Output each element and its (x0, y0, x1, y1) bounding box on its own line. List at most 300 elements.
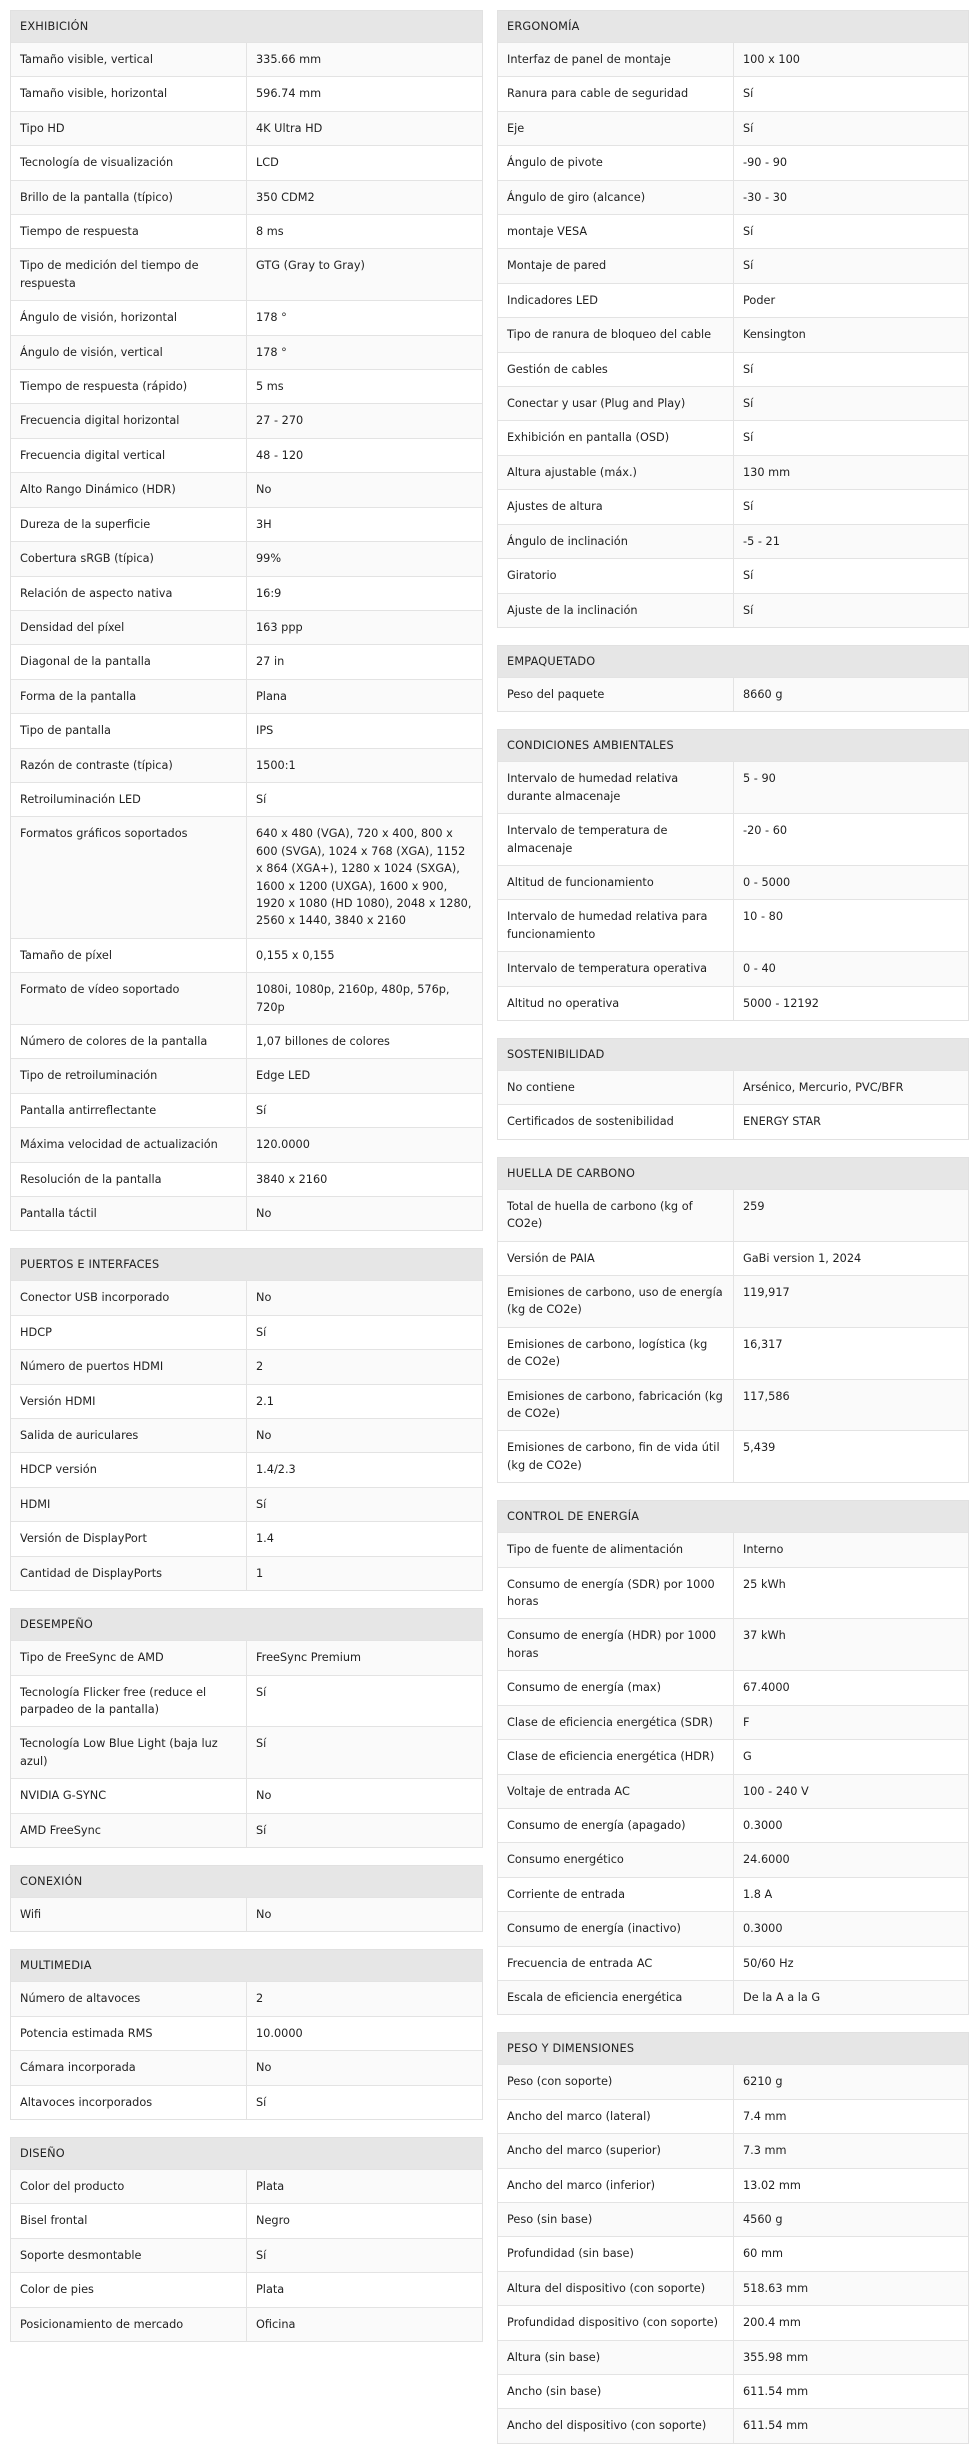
spec-label: Consumo de energía (max) (498, 1671, 734, 1704)
spec-value: Sí (256, 1823, 267, 1837)
section-title: HUELLA DE CARBONO (498, 1158, 968, 1189)
spec-label: Ancho del marco (superior) (498, 2134, 734, 2167)
spec-label: Altura (sin base) (498, 2341, 734, 2374)
spec-label: Pantalla antirreflectante (11, 1094, 247, 1127)
spec-label: Número de altavoces (11, 1982, 247, 2015)
spec-row (11, 1675, 482, 1727)
spec-row (11, 644, 482, 678)
spec-row (498, 677, 968, 711)
spec-label: Intervalo de temperatura de almacenaje (498, 814, 734, 865)
spec-row (498, 2305, 968, 2339)
spec-row (11, 2203, 482, 2237)
spec-value: No (256, 1907, 272, 1921)
spec-row (11, 248, 482, 300)
spec-row (11, 610, 482, 644)
spec-label: Emisiones de carbono, fabricación (kg de CO2e) (498, 1380, 734, 1431)
spec-row (498, 1567, 968, 1619)
spec-row (11, 1726, 482, 1778)
spec-value: G (743, 1750, 752, 1764)
spec-value: 611.54 mm (743, 2419, 809, 2433)
spec-value: Sí (743, 121, 754, 135)
spec-label: Color de pies (11, 2273, 247, 2306)
left-column (10, 10, 483, 2359)
spec-value: 117,586 (743, 1389, 790, 1403)
spec-section-empaquetado (497, 645, 969, 712)
spec-row (498, 76, 968, 110)
spec-value: 4K Ultra HD (256, 121, 323, 135)
spec-label: Frecuencia digital horizontal (11, 404, 247, 437)
spec-value: Sí (256, 2095, 267, 2109)
spec-row (498, 1189, 968, 1241)
spec-value: -30 - 30 (743, 190, 788, 204)
spec-value: 99% (256, 552, 282, 566)
spec-value: Sí (743, 500, 754, 514)
spec-value: Oficina (256, 2317, 296, 2331)
spec-value: 1080i, 1080p, 2160p, 480p, 576p, 720p (256, 983, 450, 1014)
spec-row (498, 489, 968, 523)
spec-label: Versión de PAIA (498, 1242, 734, 1275)
spec-value: 259 (743, 1199, 765, 1213)
spec-label: Ancho (sin base) (498, 2375, 734, 2408)
spec-row (11, 2307, 482, 2341)
spec-label: Soporte desmontable (11, 2239, 247, 2272)
spec-label: Peso (con soporte) (498, 2065, 734, 2098)
spec-value: Kensington (743, 328, 806, 342)
spec-row (498, 1980, 968, 2014)
spec-section-sostenibilidad (497, 1038, 969, 1140)
spec-label: AMD FreeSync (11, 1814, 247, 1847)
spec-value: Sí (256, 1497, 267, 1511)
spec-section-control-de-energia (497, 1500, 969, 2015)
spec-label: Densidad del píxel (11, 611, 247, 644)
spec-row (498, 1104, 968, 1138)
spec-value: No (256, 1207, 272, 1221)
spec-value: 48 - 120 (256, 448, 304, 462)
spec-value: Sí (743, 259, 754, 273)
spec-value: 350 CDM2 (256, 190, 315, 204)
spec-value: 24.6000 (743, 1853, 790, 1867)
spec-section-exhibicion (10, 10, 483, 1231)
section-rows (11, 42, 482, 1230)
spec-row (498, 899, 968, 951)
section-rows (498, 2064, 968, 2442)
section-title: EXHIBICIÓN (11, 11, 482, 42)
spec-value: Sí (743, 225, 754, 239)
spec-label: Formato de vídeo soportado (11, 973, 247, 1024)
spec-value: 130 mm (743, 465, 791, 479)
spec-row (498, 1911, 968, 1945)
spec-row (498, 1379, 968, 1431)
spec-label: Montaje de pared (498, 249, 734, 282)
spec-row (11, 816, 482, 937)
spec-value: Plata (256, 2283, 285, 2297)
spec-row (11, 145, 482, 179)
spec-value: 37 kWh (743, 1629, 786, 1643)
spec-row (11, 507, 482, 541)
spec-row (498, 1532, 968, 1566)
spec-label: Ancho del dispositivo (con soporte) (498, 2409, 734, 2442)
spec-row (11, 438, 482, 472)
spec-label: Ancho del marco (lateral) (498, 2100, 734, 2133)
spec-value: 178 ° (256, 311, 287, 325)
spec-value: 1500:1 (256, 758, 296, 772)
spec-label: Color del producto (11, 2170, 247, 2203)
spec-row (498, 1241, 968, 1275)
spec-section-peso-y-dimensiones (497, 2032, 969, 2443)
spec-value: 0.3000 (743, 1818, 783, 1832)
spec-label: Dureza de la superficie (11, 508, 247, 541)
spec-value: 355.98 mm (743, 2350, 809, 2364)
spec-value: 6210 g (743, 2075, 783, 2089)
spec-row (498, 524, 968, 558)
spec-row (498, 2168, 968, 2202)
spec-label: Tecnología de visualización (11, 146, 247, 179)
spec-label: Salida de auriculares (11, 1419, 247, 1452)
spec-label: Clase de eficiencia energética (HDR) (498, 1740, 734, 1773)
spec-value: No (256, 1789, 272, 1803)
spec-row (498, 248, 968, 282)
spec-label: HDMI (11, 1488, 247, 1521)
spec-value: 1.8 A (743, 1887, 773, 1901)
spec-value: De la A a la G (743, 1990, 821, 2004)
spec-value: 8 ms (256, 225, 284, 239)
spec-value: -5 - 21 (743, 534, 780, 548)
spec-value: 1.4/2.3 (256, 1463, 296, 1477)
section-title: CONEXIÓN (11, 1866, 482, 1897)
spec-label: NVIDIA G-SYNC (11, 1779, 247, 1812)
right-column (497, 10, 969, 2461)
spec-row (11, 1196, 482, 1230)
spec-value: GTG (Gray to Gray) (256, 259, 365, 273)
spec-value: 10.0000 (256, 2026, 303, 2040)
spec-row (498, 2202, 968, 2236)
spec-value: Arsénico, Mercurio, PVC/BFR (743, 1080, 904, 1094)
spec-value: 0 - 40 (743, 962, 776, 976)
spec-row (11, 1315, 482, 1349)
spec-label: Wifi (11, 1898, 247, 1931)
spec-value: 518.63 mm (743, 2281, 809, 2295)
spec-label: Pantalla táctil (11, 1197, 247, 1230)
spec-value: -20 - 60 (743, 824, 788, 838)
spec-row (498, 865, 968, 899)
section-title: DESEMPEÑO (11, 1609, 482, 1640)
spec-row (498, 283, 968, 317)
spec-label: Versión HDMI (11, 1385, 247, 1418)
spec-value: 3H (256, 517, 272, 531)
spec-row (498, 1774, 968, 1808)
spec-row (11, 1349, 482, 1383)
section-rows (498, 1532, 968, 2014)
spec-label: Forma de la pantalla (11, 680, 247, 713)
section-rows (498, 1070, 968, 1139)
spec-row (498, 2099, 968, 2133)
spec-value: 8660 g (743, 687, 783, 701)
spec-row (11, 1813, 482, 1847)
spec-row (498, 1946, 968, 1980)
spec-value: 2.1 (256, 1394, 274, 1408)
spec-value: Sí (743, 362, 754, 376)
spec-label: Razón de contraste (típica) (11, 749, 247, 782)
spec-label: Tipo de ranura de bloqueo del cable (498, 318, 734, 351)
spec-row (498, 813, 968, 865)
spec-value: 100 - 240 V (743, 1784, 809, 1798)
spec-label: Emisiones de carbono, logística (kg de CO2e) (498, 1328, 734, 1379)
spec-label: Ranura para cable de seguridad (498, 77, 734, 110)
spec-row (498, 1327, 968, 1379)
section-rows (498, 761, 968, 1020)
spec-label: Tiempo de respuesta (rápido) (11, 370, 247, 403)
spec-value: 120.0000 (256, 1138, 310, 1152)
section-title: MULTIMEDIA (11, 1950, 482, 1981)
spec-value: ENERGY STAR (743, 1115, 822, 1129)
spec-value: 27 - 270 (256, 414, 304, 428)
section-title: DISEÑO (11, 2138, 482, 2169)
spec-value: 50/60 Hz (743, 1956, 794, 1970)
spec-value: 60 mm (743, 2247, 783, 2261)
spec-label: HDCP (11, 1316, 247, 1349)
spec-label: Frecuencia de entrada AC (498, 1947, 734, 1980)
spec-row (11, 180, 482, 214)
spec-row (498, 761, 968, 813)
spec-label: Ángulo de giro (alcance) (498, 181, 734, 214)
spec-value: 2 (256, 1992, 264, 2006)
spec-row (498, 1705, 968, 1739)
spec-value: 7.3 mm (743, 2144, 787, 2158)
spec-row (498, 352, 968, 386)
spec-row (498, 317, 968, 351)
spec-label: Ancho del marco (inferior) (498, 2169, 734, 2202)
spec-value: 2 (256, 1360, 264, 1374)
spec-label: Tipo de retroiluminación (11, 1059, 247, 1092)
spec-value: Sí (256, 1685, 267, 1699)
spec-label: Indicadores LED (498, 284, 734, 317)
spec-label: Corriente de entrada (498, 1878, 734, 1911)
spec-row (498, 420, 968, 454)
spec-label: No contiene (498, 1071, 734, 1104)
spec-label: Conector USB incorporado (11, 1281, 247, 1314)
spec-value: Sí (256, 1325, 267, 1339)
spec-value: Plana (256, 689, 287, 703)
spec-row (11, 1981, 482, 2015)
spec-label: Versión de DisplayPort (11, 1522, 247, 1555)
spec-row (11, 748, 482, 782)
spec-row (11, 1521, 482, 1555)
section-title: PUERTOS E INTERFACES (11, 1249, 482, 1280)
spec-label: Tipo de FreeSync de AMD (11, 1641, 247, 1674)
spec-row (11, 335, 482, 369)
spec-value: Sí (743, 569, 754, 583)
spec-row (498, 2236, 968, 2270)
spec-row (498, 986, 968, 1020)
spec-label: Brillo de la pantalla (típico) (11, 181, 247, 214)
spec-section-huella-de-carbono (497, 1157, 969, 1483)
spec-row (11, 42, 482, 76)
spec-value: LCD (256, 156, 279, 170)
spec-value: No (256, 1291, 272, 1305)
spec-value: FreeSync Premium (256, 1651, 362, 1665)
spec-label: Exhibición en pantalla (OSD) (498, 421, 734, 454)
spec-label: Tipo de pantalla (11, 714, 247, 747)
spec-value: -90 - 90 (743, 156, 788, 170)
spec-label: Formatos gráficos soportados (11, 817, 247, 937)
spec-row (11, 576, 482, 610)
spec-row (498, 1808, 968, 1842)
spec-value: GaBi version 1, 2024 (743, 1251, 862, 1265)
spec-value: 67.4000 (743, 1681, 790, 1695)
spec-label: Número de colores de la pantalla (11, 1025, 247, 1058)
spec-row (498, 1842, 968, 1876)
spec-row (11, 1127, 482, 1161)
section-title: PESO Y DIMENSIONES (498, 2033, 968, 2064)
spec-label: Retroiluminación LED (11, 783, 247, 816)
spec-row (498, 455, 968, 489)
spec-label: Altavoces incorporados (11, 2086, 247, 2119)
spec-value: Sí (256, 2248, 267, 2262)
spec-row (11, 2085, 482, 2119)
spec-label: Consumo de energía (inactivo) (498, 1912, 734, 1945)
spec-row (11, 972, 482, 1024)
spec-label: Consumo de energía (HDR) por 1000 horas (498, 1619, 734, 1670)
section-rows (11, 1981, 482, 2119)
spec-value: 1,07 billones de colores (256, 1035, 390, 1048)
spec-row (498, 2064, 968, 2098)
spec-row (11, 214, 482, 248)
spec-label: Ángulo de pivote (498, 146, 734, 179)
spec-row (498, 951, 968, 985)
section-rows (498, 1189, 968, 1482)
spec-row (11, 1640, 482, 1674)
spec-value: Sí (743, 397, 754, 411)
spec-value: 611.54 mm (743, 2385, 809, 2398)
spec-label: Profundidad (sin base) (498, 2237, 734, 2270)
spec-value: 0.3000 (743, 1922, 783, 1936)
spec-section-puertos-e-interfaces (10, 1248, 483, 1591)
spec-section-desempeno (10, 1608, 483, 1848)
spec-label: Intervalo de humedad relativa durante almacenaje (498, 762, 734, 813)
spec-value: Sí (256, 1103, 267, 1117)
spec-value: No (256, 483, 272, 497)
spec-label: Altitud no operativa (498, 987, 734, 1020)
spec-row (11, 2016, 482, 2050)
spec-row (11, 1778, 482, 1812)
spec-section-condiciones-ambientales (497, 729, 969, 1021)
spec-label: Máxima velocidad de actualización (11, 1128, 247, 1161)
spec-label: Tamaño visible, vertical (11, 43, 247, 76)
spec-label: Altura ajustable (máx.) (498, 456, 734, 489)
spec-label: Ángulo de visión, horizontal (11, 301, 247, 334)
section-title: CONDICIONES AMBIENTALES (498, 730, 968, 761)
spec-value: 178 ° (256, 345, 287, 359)
spec-label: Certificados de sostenibilidad (498, 1105, 734, 1138)
spec-row (11, 1897, 482, 1931)
spec-row (498, 2340, 968, 2374)
spec-row (11, 1058, 482, 1092)
spec-label: Tamaño visible, horizontal (11, 77, 247, 110)
spec-label: Voltaje de entrada AC (498, 1775, 734, 1808)
spec-label: Alto Rango Dinámico (HDR) (11, 473, 247, 506)
spec-label: Profundidad dispositivo (con soporte) (498, 2306, 734, 2339)
spec-value: 4560 g (743, 2212, 783, 2226)
spec-value: IPS (256, 724, 274, 738)
spec-value: 25 kWh (743, 1577, 786, 1591)
spec-label: Intervalo de humedad relativa para funcionamiento (498, 900, 734, 951)
spec-section-multimedia (10, 1949, 483, 2120)
spec-label: Consumo de energía (apagado) (498, 1809, 734, 1842)
spec-row (11, 679, 482, 713)
spec-label: Número de puertos HDMI (11, 1350, 247, 1383)
spec-label: Resolución de la pantalla (11, 1163, 247, 1196)
spec-value: 5 ms (256, 380, 284, 394)
section-title: SOSTENIBILIDAD (498, 1039, 968, 1070)
spec-row (498, 42, 968, 76)
spec-row (11, 713, 482, 747)
spec-row (11, 1162, 482, 1196)
spec-value: 163 ppp (256, 620, 303, 634)
section-rows (498, 677, 968, 711)
spec-label: Giratorio (498, 559, 734, 592)
spec-label: Peso (sin base) (498, 2203, 734, 2236)
spec-section-ergonomia (497, 10, 969, 628)
spec-label: Tecnología Low Blue Light (baja luz azul) (11, 1727, 247, 1778)
spec-row (498, 1877, 968, 1911)
spec-row (11, 1556, 482, 1590)
spec-label: Conectar y usar (Plug and Play) (498, 387, 734, 420)
spec-value: Sí (256, 792, 267, 806)
section-title: EMPAQUETADO (498, 646, 968, 677)
spec-value: Edge LED (256, 1069, 311, 1083)
spec-row (11, 1280, 482, 1314)
spec-row (498, 2374, 968, 2408)
spec-row (498, 180, 968, 214)
spec-label: Ajuste de la inclinación (498, 594, 734, 627)
spec-label: Potencia estimada RMS (11, 2017, 247, 2050)
spec-value: 0 - 5000 (743, 875, 791, 889)
spec-row (498, 1070, 968, 1104)
spec-value: 16:9 (256, 586, 282, 600)
spec-value: No (256, 1429, 272, 1443)
spec-row (498, 1739, 968, 1773)
spec-value: Sí (743, 87, 754, 101)
spec-row (11, 938, 482, 972)
spec-label: montaje VESA (498, 215, 734, 248)
section-rows (498, 42, 968, 627)
spec-label: HDCP versión (11, 1453, 247, 1486)
spec-label: Tiempo de respuesta (11, 215, 247, 248)
spec-row (498, 2408, 968, 2442)
spec-label: Frecuencia digital vertical (11, 439, 247, 472)
spec-row (11, 76, 482, 110)
spec-row (498, 2133, 968, 2167)
spec-row (11, 2169, 482, 2203)
spec-row (11, 300, 482, 334)
spec-value: No (256, 2061, 272, 2075)
spec-value: Poder (743, 293, 776, 307)
spec-value: 3840 x 2160 (256, 1172, 328, 1186)
spec-row (498, 1430, 968, 1482)
spec-label: Total de huella de carbono (kg of CO2e) (498, 1190, 734, 1241)
spec-label: Diagonal de la pantalla (11, 645, 247, 678)
spec-label: Cobertura sRGB (típica) (11, 542, 247, 575)
spec-label: Tipo de fuente de alimentación (498, 1533, 734, 1566)
section-rows (11, 2169, 482, 2341)
spec-row (498, 1275, 968, 1327)
spec-section-conexion (10, 1865, 483, 1932)
spec-value: Sí (743, 431, 754, 445)
spec-value: 13.02 mm (743, 2178, 801, 2192)
section-rows (11, 1897, 482, 1931)
spec-row (11, 1024, 482, 1058)
spec-label: Ajustes de altura (498, 490, 734, 523)
